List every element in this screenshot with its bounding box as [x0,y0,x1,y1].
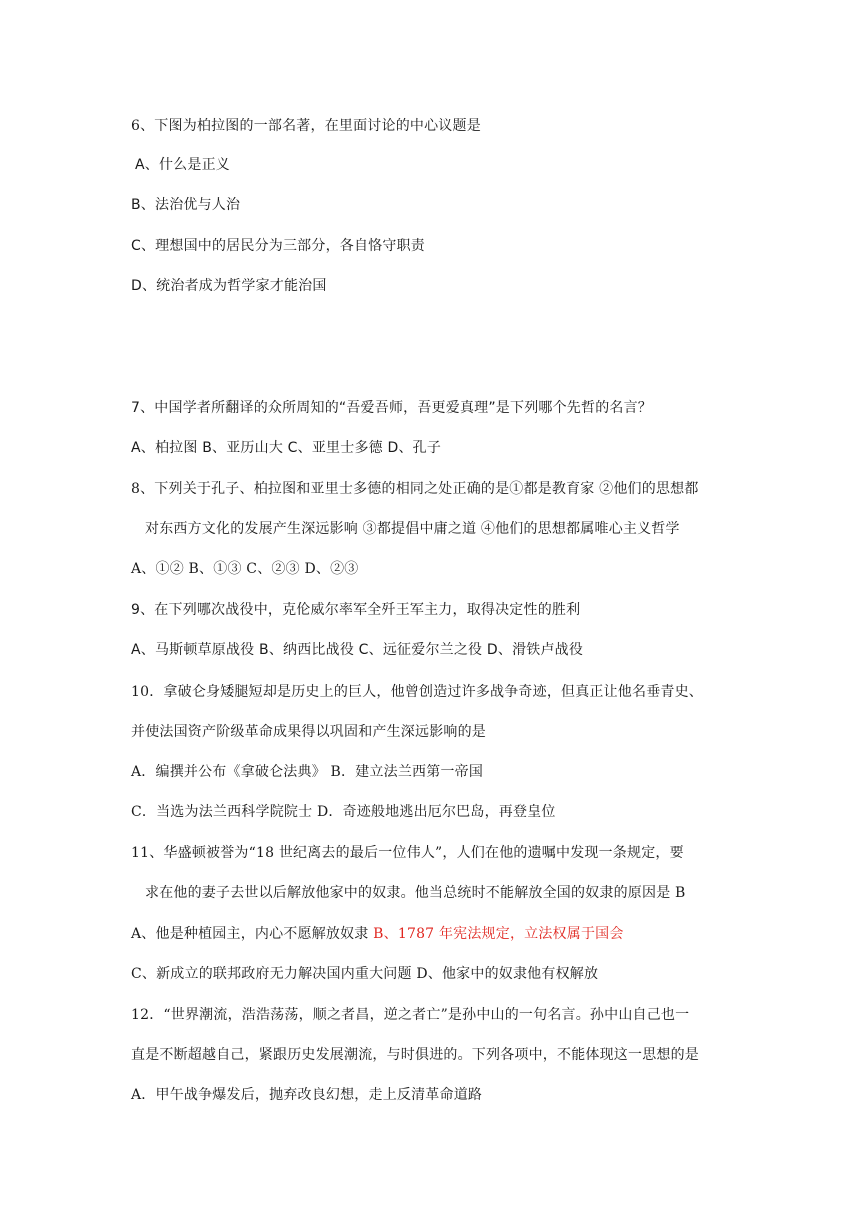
q6-option-a: A、什么是正义 [135,157,230,173]
q11-option-b-answer: B、1787 年宪法规定，立法权属于国会 [373,926,624,942]
q8-stem-line1: 8、下列关于孔子、柏拉图和亚里士多德的相同之处正确的是①都是教育家 ②他们的思想都 [131,481,699,497]
q9-stem: 9、在下列哪次战役中，克伦威尔率军全歼王军主力，取得决定性的胜利 [131,602,581,618]
q11-option-a: A、他是种植园主，内心不愿解放奴隶 [131,926,369,942]
q11-options-line2: C、新成立的联邦政府无力解决国内重大问题 D、他家中的奴隶他有权解放 [131,966,599,982]
q8-stem-line2: 对东西方文化的发展产生深远影响 ③都提倡中庸之道 ④他们的思想都属唯心主义哲学 [145,521,680,537]
q6-option-c: C、理想国中的居民分为三部分，各自恪守职责 [131,238,425,254]
q6-option-b: B、法治优与人治 [131,197,241,213]
q6-option-d: D、统治者成为哲学家才能治国 [131,278,327,294]
q10-options-line2: C．当选为法兰西科学院院士 D．奇迹般地逃出厄尔巴岛，再登皇位 [131,804,556,820]
q12-stem-line2: 直是不断超越自己，紧跟历史发展潮流，与时俱进的。下列各项中，不能体现这一思想的是 [131,1047,699,1063]
q6-stem: 6、下图为柏拉图的一部名著，在里面讨论的中心议题是 [131,118,481,134]
q8-options: A、①② B、①③ C、②③ D、②③ [131,561,359,577]
q11-options-line1 [131,924,624,944]
q10-options-line1: A．编撰并公布《拿破仑法典》 B．建立法兰西第一帝国 [131,764,484,780]
q11-stem-line2: 求在他的妻子去世以后解放他家中的奴隶。他当总统时不能解放全国的奴隶的原因是 B [145,885,686,901]
q7-stem: 7、中国学者所翻译的众所周知的“吾爱吾师，吾更爱真理”是下列哪个先哲的名言？ [131,400,653,416]
q10-stem-line1: 10．拿破仑身矮腿短却是历史上的巨人，他曾创造过许多战争奇迹，但真正让他名垂青史、 [131,684,704,700]
q10-stem-line2: 并使法国资产阶级革命成果得以巩固和产生深远影响的是 [131,724,486,740]
q12-option-a: A．甲午战争爆发后，抛弃改良幻想，走上反清革命道路 [131,1087,483,1103]
q11-stem-line1: 11、华盛顿被誉为“18 世纪离去的最后一位伟人”，人们在他的遗嘱中发现一条规定，要 [131,845,684,861]
q7-options: A、柏拉图 B、亚历山大 C、亚里士多德 D、孔子 [131,440,442,456]
q12-stem-line1: 12．“世界潮流，浩浩荡荡，顺之者昌，逆之者亡”是孙中山的一句名言。孙中山自己也一 [131,1007,690,1023]
q9-options: A、马斯顿草原战役 B、纳西比战役 C、远征爱尔兰之役 D、滑铁卢战役 [131,642,584,658]
